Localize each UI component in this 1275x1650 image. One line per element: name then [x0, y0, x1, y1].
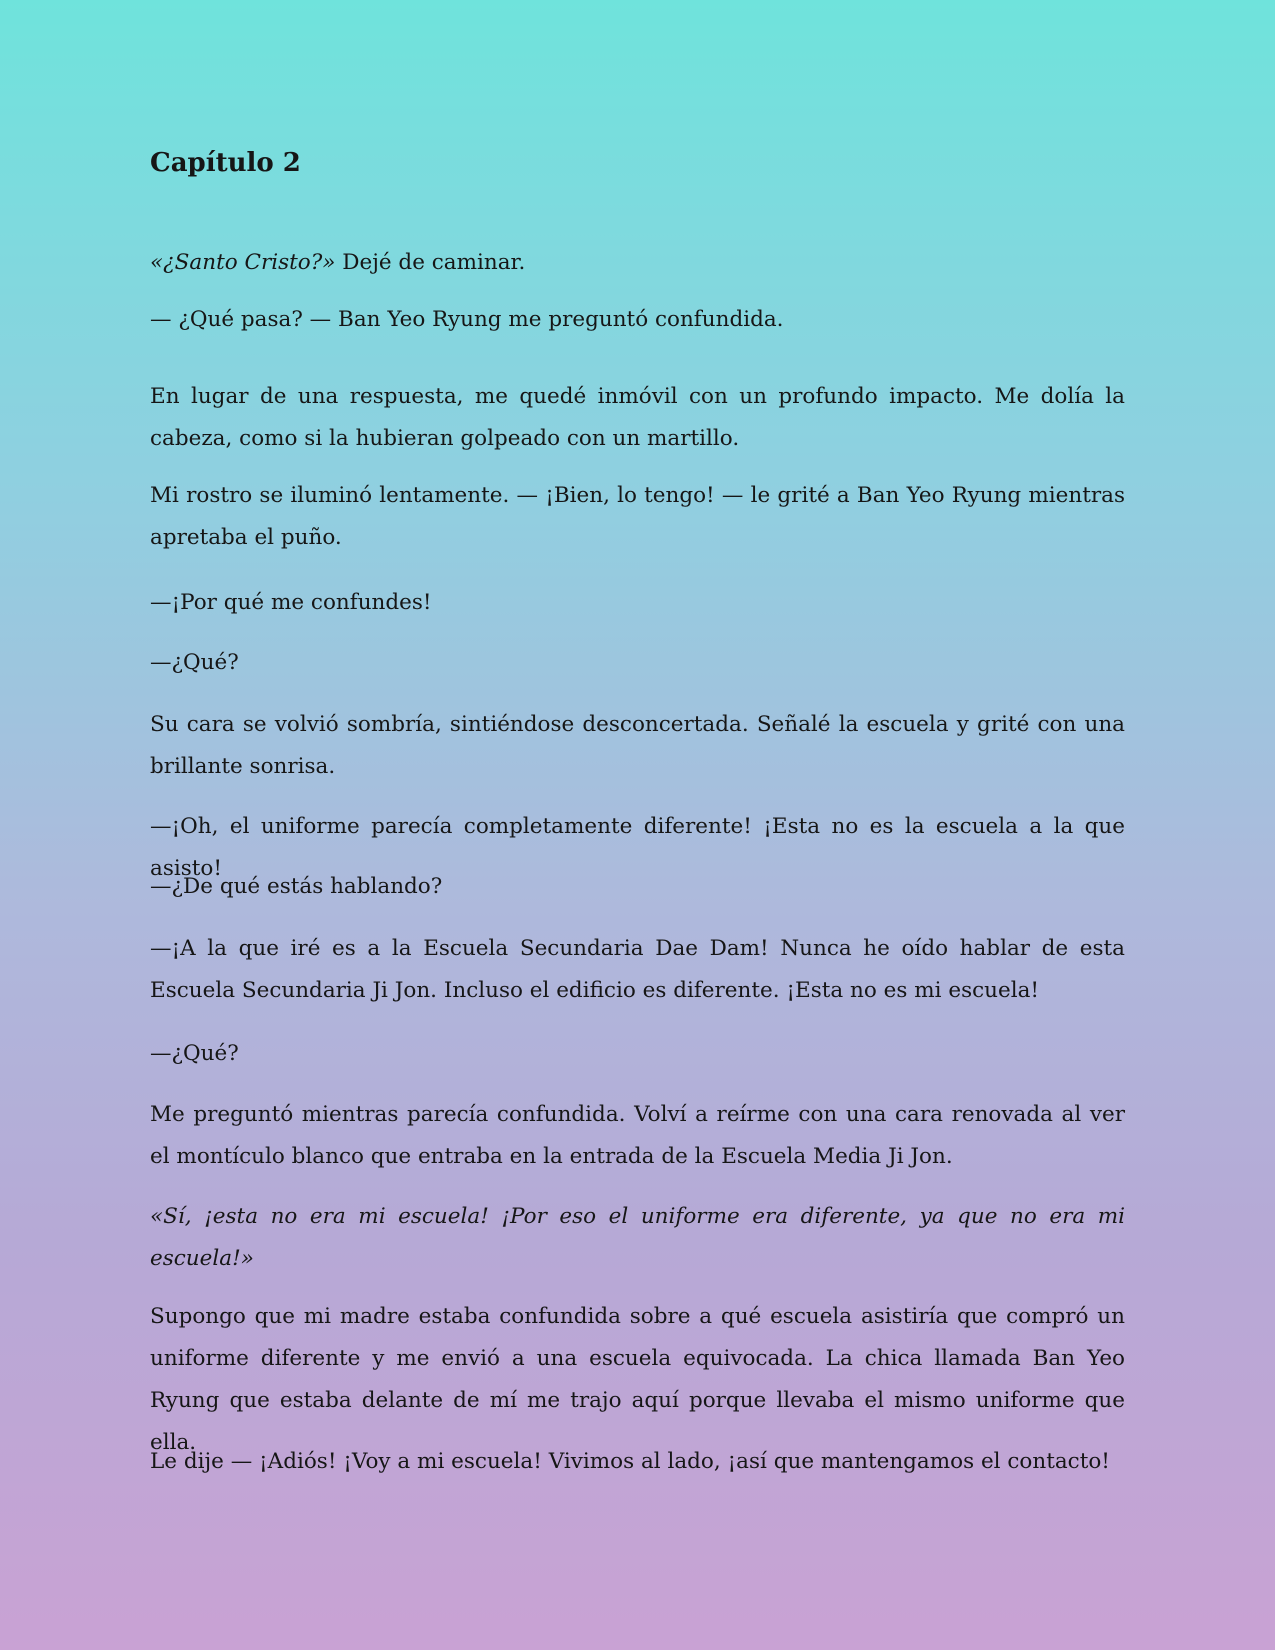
paragraph-11: —¿Qué? — [150, 1041, 239, 1066]
paragraph-1 — [150, 242, 1125, 284]
paragraph-15: Le dije — ¡Adiós! ¡Voy a mi escuela! Vivimos al lado, ¡así que mantengamos el contacto! — [150, 1449, 1110, 1474]
paragraph-8: —¡Oh, el uniforme parecía completamente diferente! ¡Esta no es la escuela a la que asisto! — [150, 814, 1125, 881]
paragraph-1-italic-lead: «¿Santo Cristo?» — [150, 250, 336, 275]
paragraph-5: —¡Por qué me confundes! — [150, 590, 432, 615]
paragraph-6: —¿Qué? — [150, 650, 239, 675]
paragraph-3: En lugar de una respuesta, me quedé inmóvil con un profundo impacto. Me dolía la cabeza, como si la hubieran golpeado con un martillo. — [150, 384, 1125, 451]
paragraph-10: —¡A la que iré es a la Escuela Secundaria Dae Dam! Nunca he oído hablar de esta Escuela Secundaria Ji Jon. Incluso el edificio es diferente. ¡Esta no es mi escuela! — [150, 936, 1125, 1003]
paragraph-7: Su cara se volvió sombría, sintiéndose desconcertada. Señalé la escuela y grité con una brillante sonrisa. — [150, 712, 1125, 779]
chapter-title: Capítulo 2 — [150, 148, 301, 178]
paragraph-12: Me preguntó mientras parecía confundida. Volví a reírme con una cara renovada al ver el montículo blanco que entraba en la entrada de la Escuela Media Ji Jon. — [150, 1102, 1125, 1169]
document-page — [150, 0, 1125, 1650]
paragraph-2: — ¿Qué pasa? — Ban Yeo Ryung me preguntó confundida. — [150, 307, 784, 332]
paragraph-13: «Sí, ¡esta no era mi escuela! ¡Por eso el uniforme era diferente, ya que no era mi escuela!» — [150, 1204, 1125, 1271]
paragraph-4: Mi rostro se iluminó lentamente. — ¡Bien, lo tengo! — le grité a Ban Yeo Ryung mientras apretaba el puño. — [150, 483, 1125, 550]
paragraph-1-text: Dejé de caminar. — [335, 250, 526, 275]
paragraph-9: —¿De qué estás hablando? — [150, 874, 443, 899]
paragraph-14: Supongo que mi madre estaba confundida sobre a qué escuela asistiría que compró un uniforme diferente y me envió a una escuela equivocada. La chica llamada Ban Yeo Ryung que estaba delante de mí me trajo aquí porque llevaba el mismo uniforme que ella. — [150, 1304, 1125, 1455]
